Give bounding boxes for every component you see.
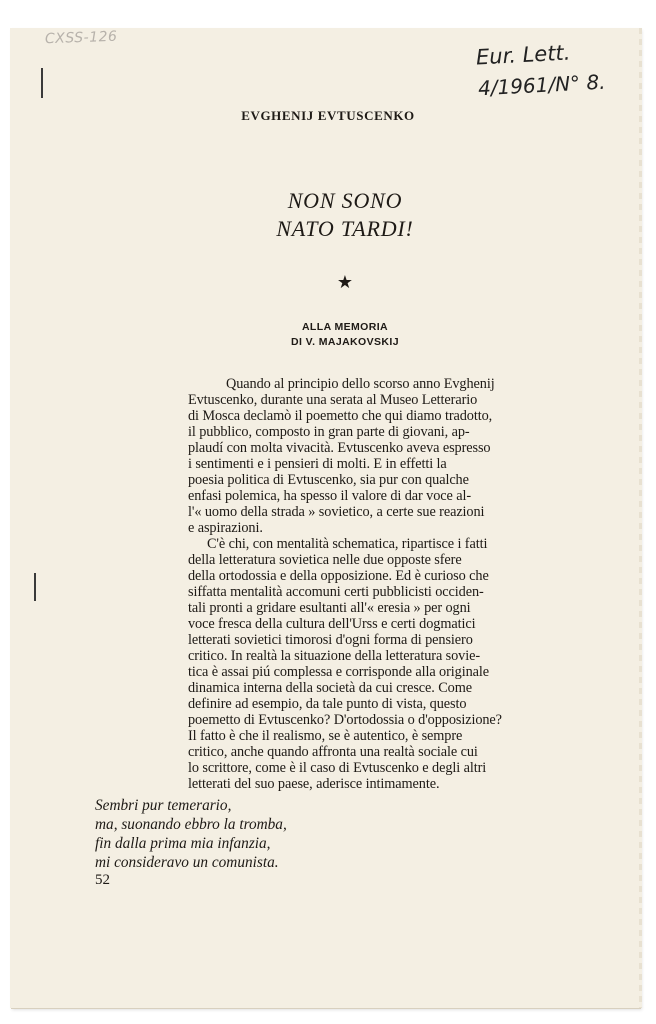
margin-mark-bracket [34, 573, 36, 601]
intro-line: letterati sovietici timorosi d'ogni forma di pensiero [188, 632, 473, 648]
intro-line: e aspirazioni. [188, 520, 263, 536]
intro-line: il pubblico, composto in gran parte di giovani, ap- [188, 424, 470, 440]
archive-code: CXSS-126 [44, 28, 118, 48]
intro-line: critico. In realtà la situazione della letteratura sovie- [188, 648, 481, 664]
title-line-1: NON SONO [287, 188, 403, 213]
intro-line: C'è chi, con mentalità schematica, ripartisce i fatti [207, 536, 488, 552]
page-edge [639, 28, 642, 1008]
intro-line: enfasi polemica, ha spesso il valore di dar voce al- [188, 488, 472, 504]
dedication-line-1: ALLA MEMORIA [301, 321, 389, 333]
intro-line: di Mosca declamò il poemetto che qui diamo tradotto, [188, 408, 493, 424]
intro-line: poemetto di Evtuscenko? D'ortodossia o d'opposizione? [188, 712, 502, 728]
intro-line: della ortodossia e della opposizione. Ed è curioso che [188, 568, 489, 584]
intro-line: Quando al principio dello scorso anno Evghenij [226, 376, 495, 392]
handwritten-note-line1: Eur. Lett. [475, 40, 571, 70]
verse-line: mi consideravo un comunista. [95, 854, 279, 871]
intro-line: Evtuscenko, durante una serata al Museo Letterario [188, 392, 478, 408]
intro-line: letterati del suo paese, aderisce intimamente. [188, 776, 440, 792]
verse-line: fin dalla prima mia infanzia, [95, 835, 271, 852]
intro-line: tica è assai piú complessa e corrisponde alla originale [188, 664, 489, 680]
page-number: 52 [95, 872, 110, 888]
intro-line: definire ad esempio, da tale punto di vista, questo [188, 696, 467, 712]
verse-line: ma, suonando ebbro la tromba, [95, 816, 287, 833]
intro-line: poesia politica di Evtuscenko, sia pur con qualche [188, 472, 469, 488]
intro-line: i sentimenti e i pensieri di molti. E in effetti la [188, 456, 447, 472]
intro-line: dinamica interna della società da cui cresce. Come [188, 680, 472, 696]
intro-line: siffatta mentalità accomuni certi pubblicisti occiden- [188, 584, 484, 600]
intro-line: voce fresca della cultura dell'Urss e certi dogmatici [188, 616, 476, 632]
intro-line: l'« uomo della strada » sovietico, a certe sue reazioni [188, 504, 485, 520]
intro-line: della letteratura sovietica nelle due opposte sfere [188, 552, 462, 568]
star-ornament: ★ [336, 272, 354, 292]
intro-line: critico, anche quando affronta una realtà sociale cui [188, 744, 478, 760]
title-line-2: NATO TARDI! [276, 216, 414, 241]
verse-line: Sembri pur temerario, [95, 797, 232, 814]
handwritten-note-line2: 4/1961/N° 8. [477, 69, 607, 101]
intro-line: tali pronti a gridare esultanti all'« eresia » per ogni [188, 600, 471, 616]
intro-line: plaudí con molta vivacità. Evtuscenko aveva espresso [188, 440, 491, 456]
author-name: EVGHENIJ EVTUSCENKO [241, 108, 415, 123]
intro-line: Il fatto è che il realismo, se è autentico, è sempre [188, 728, 463, 744]
intro-line: lo scrittore, come è il caso di Evtuscenko e degli altri [188, 760, 487, 776]
dedication-line-2: DI V. MAJAKOVSKIJ [291, 336, 399, 348]
margin-mark-top [41, 68, 43, 98]
